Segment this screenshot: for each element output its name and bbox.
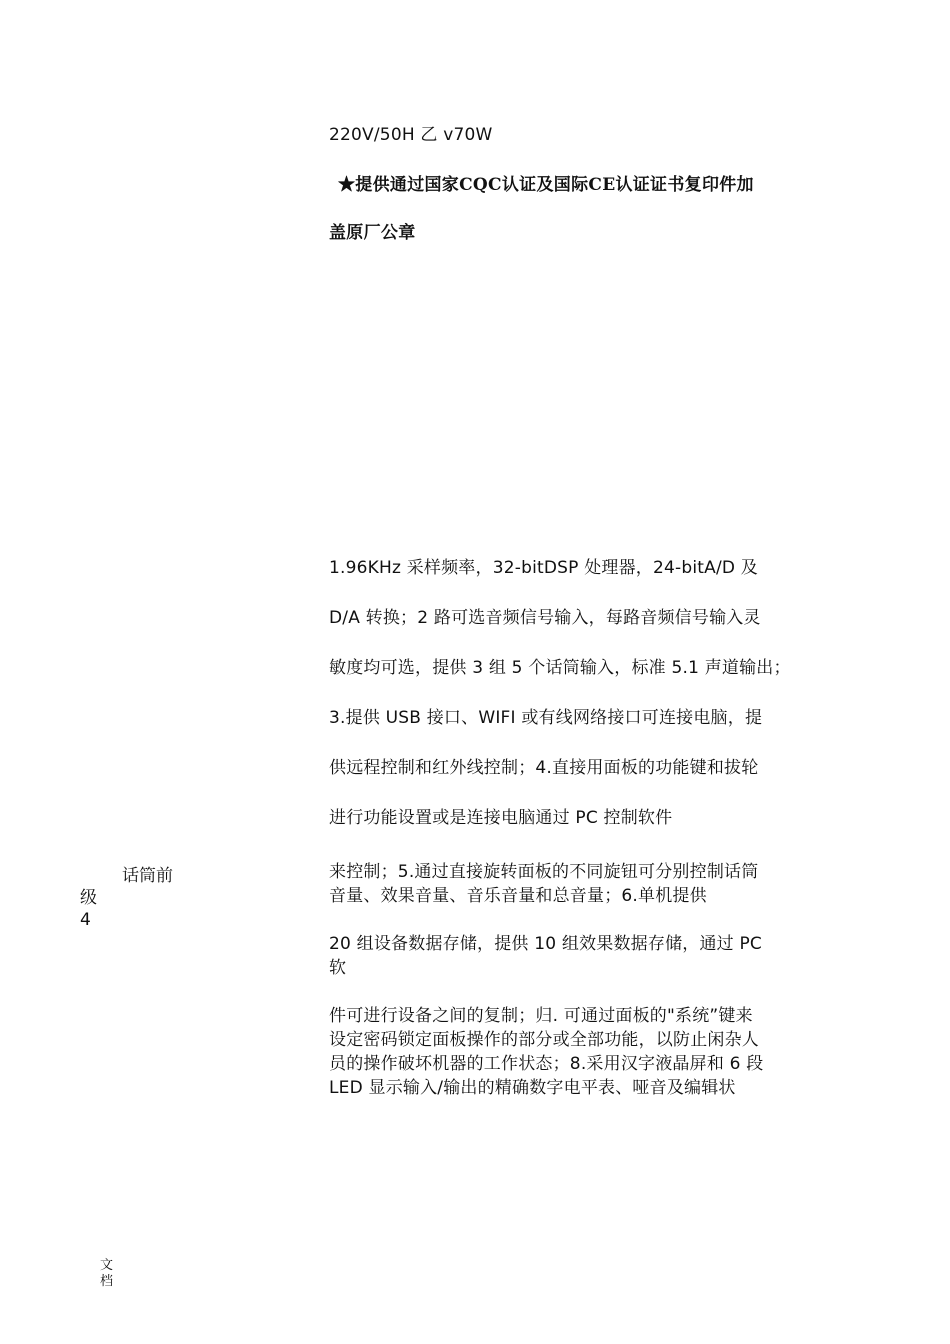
- spec-line: 3.提供 USB 接口、WIFI 或有线网络接口可连接电脑，提: [329, 708, 763, 728]
- spec-line: 员的操作破坏机器的工作状态；8.采用汉字液晶屏和 6 段: [329, 1054, 764, 1074]
- spec-line: 1.96KHz 采样频率，32-bitDSP 处理器，24-bitA/D 及: [329, 558, 758, 578]
- footer-label-char-1: 文: [100, 1258, 114, 1273]
- certification-line-1: ★提供通过国家CQC认证及国际CE认证证书复印件加: [338, 175, 754, 195]
- spec-line: 软: [329, 958, 347, 978]
- power-spec-line: 220V/50H 乙 v70W: [329, 125, 493, 145]
- spec-line: D/A 转换；2 路可选音频信号输入，每路音频信号输入灵: [329, 608, 761, 628]
- spec-line: 敏度均可选，提供 3 组 5 个话筒输入，标准 5.1 声道输出；: [329, 658, 791, 678]
- item-name-part-2: 级: [80, 888, 97, 908]
- spec-line: 进行功能设置或是连接电脑通过 PC 控制软件: [329, 808, 673, 828]
- spec-line: 20 组设备数据存储，提供 10 组效果数据存储，通过 PC: [329, 934, 762, 954]
- certification-line-2: 盖原厂公章: [329, 223, 416, 243]
- footer-label-char-2: 档: [100, 1274, 114, 1289]
- spec-line: 来控制；5.通过直接旋转面板的不同旋钮可分别控制话筒: [329, 862, 759, 882]
- spec-line: 音量、效果音量、音乐音量和总音量；6.单机提供: [329, 886, 707, 906]
- item-number: 4: [80, 910, 91, 930]
- spec-line: 件可进行设备之间的复制；归. 可通过面板的"系统”键来: [329, 1006, 753, 1026]
- spec-line: 设定密码锁定面板操作的部分或全部功能，以防止闲杂人: [329, 1030, 759, 1050]
- spec-line: 供远程控制和红外线控制；4.直接用面板的功能键和拔轮: [329, 758, 759, 778]
- spec-line: LED 显示输入/输出的精确数字电平表、哑音及编辑状: [329, 1078, 736, 1098]
- item-name-part-1: 话筒前: [122, 866, 173, 886]
